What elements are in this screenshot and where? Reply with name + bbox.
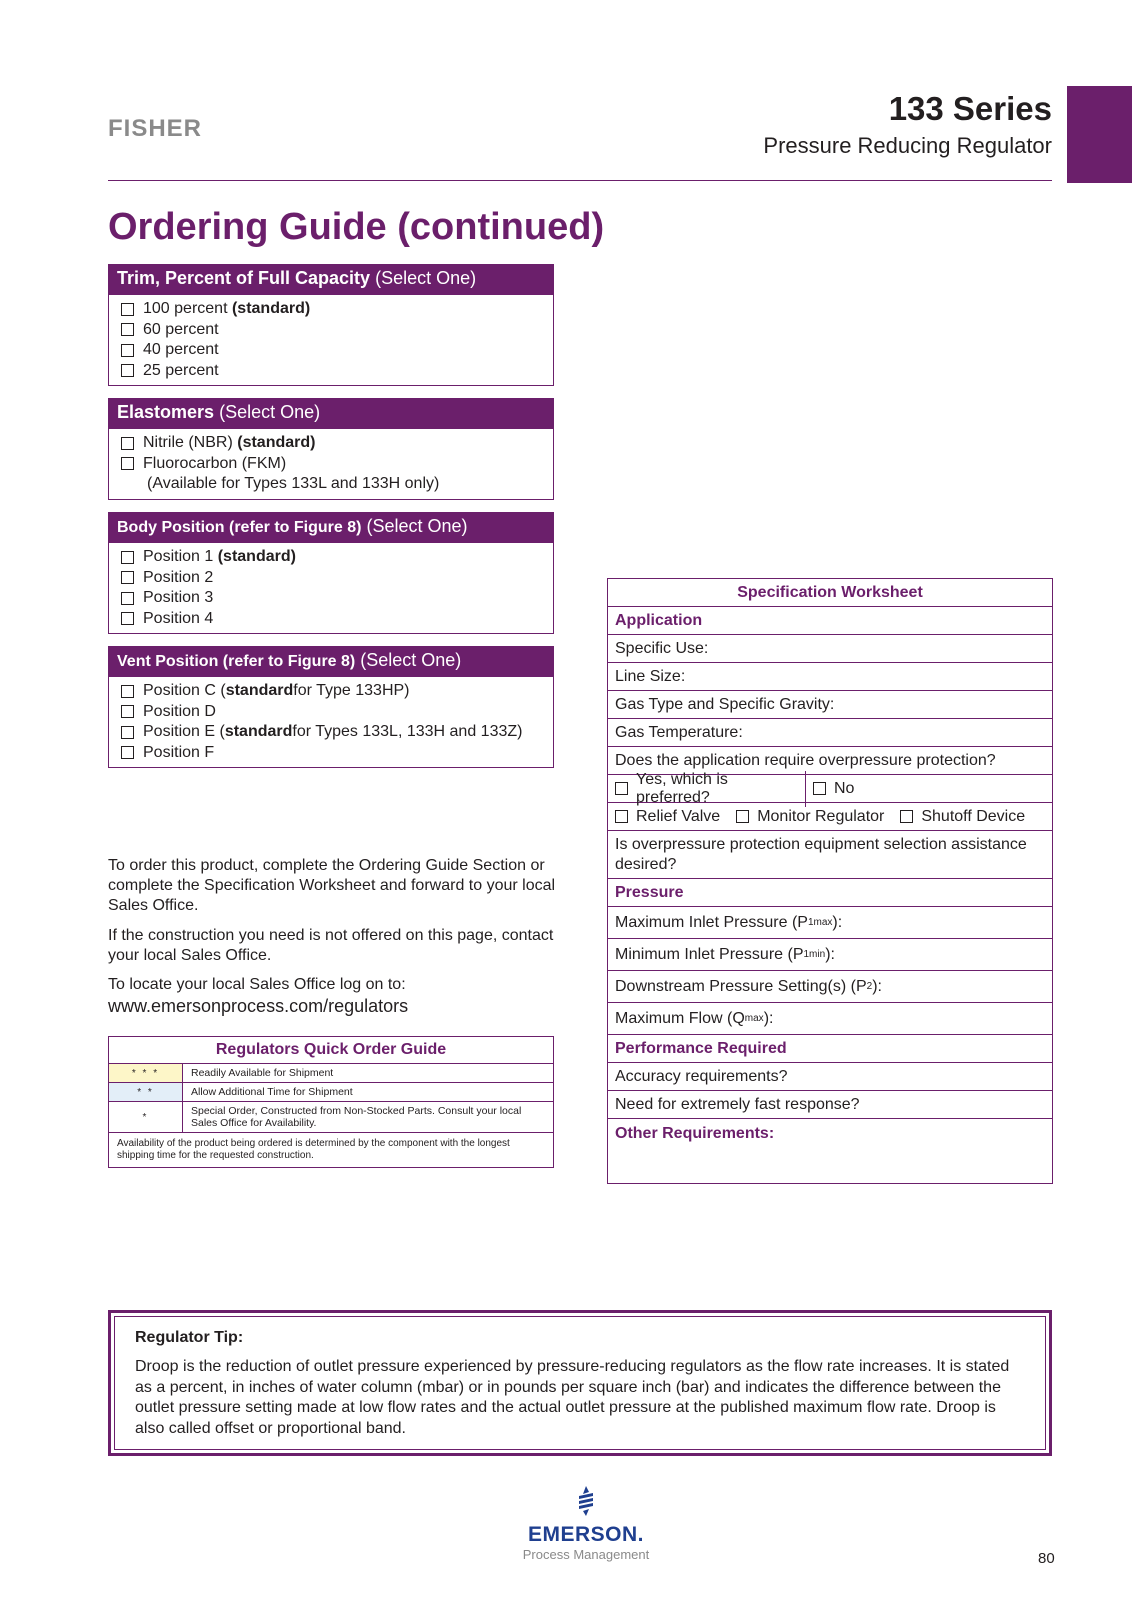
- trim-option-25[interactable]: [121, 361, 553, 382]
- option-label: Position 2: [143, 568, 214, 586]
- quick-order-guide-title: Regulators Quick Order Guide: [109, 1037, 553, 1064]
- checkbox[interactable]: [121, 551, 134, 564]
- trim-title: Trim, Percent of Full Capacity: [117, 268, 371, 288]
- field-label: Minimum Inlet Pressure (P: [615, 945, 804, 963]
- availability-text: Allow Additional Time for Shipment: [183, 1083, 554, 1102]
- availability-symbol: * *: [109, 1083, 183, 1102]
- specification-worksheet: [607, 578, 1053, 1184]
- instructions-paragraph-3: To locate your local Sales Office log on to:: [108, 976, 406, 993]
- max-inlet-pressure-field[interactable]: [608, 907, 1052, 939]
- vent-position-option-c[interactable]: [121, 681, 553, 702]
- checkbox[interactable]: [121, 303, 134, 316]
- quick-order-guide-footnote: Availability of the product being ordered is determined by the component with the longest shipping time for the requested construction.: [117, 1138, 510, 1161]
- emerson-mark-icon: [575, 1486, 597, 1516]
- vent-position-option-e[interactable]: [121, 722, 553, 743]
- subscript: max: [744, 1013, 764, 1024]
- trim-option-40[interactable]: [121, 340, 553, 361]
- availability-symbol: *: [109, 1102, 183, 1133]
- elastomers-title: Elastomers: [117, 402, 215, 422]
- label-close: ):: [832, 913, 843, 931]
- availability-symbol: * * *: [109, 1064, 183, 1083]
- vent-position-title: Vent Position (refer to Figure 8): [117, 653, 356, 670]
- option-label: Position C (: [143, 682, 226, 699]
- elastomer-note: [121, 474, 553, 495]
- quick-order-guide: [108, 1036, 554, 1168]
- min-inlet-pressure-field[interactable]: [608, 939, 1052, 971]
- monitor-regulator-label: Monitor Regulator: [757, 807, 885, 825]
- checkbox[interactable]: [813, 782, 826, 795]
- checkbox[interactable]: [121, 571, 134, 584]
- emerson-logo: [516, 1486, 656, 1562]
- section-application: Application: [608, 607, 1052, 635]
- quick-order-guide-table: [109, 1064, 553, 1133]
- regulator-tip-box: [108, 1310, 1052, 1456]
- section-pressure: Pressure: [608, 879, 1052, 907]
- protection-device-options: [608, 803, 1052, 831]
- shutoff-device-label: Shutoff Device: [921, 807, 1026, 825]
- option-label: Nitrile (NBR): [143, 434, 233, 451]
- body-position-select-note: (Select One): [366, 516, 468, 536]
- checkbox[interactable]: [121, 344, 134, 357]
- worksheet-title: Specification Worksheet: [608, 579, 1052, 607]
- trim-options-box: [108, 264, 554, 386]
- line-size-field[interactable]: Line Size:: [608, 663, 1052, 691]
- assistance-question[interactable]: Is overpressure protection equipment selection assistance desired?: [608, 831, 1052, 879]
- option-label: Position F: [143, 743, 215, 761]
- option-label: Fluorocarbon (FKM): [143, 454, 287, 472]
- label-close: ):: [825, 945, 835, 963]
- option-label: 60 percent: [143, 320, 219, 338]
- availability-text: Readily Available for Shipment: [183, 1064, 554, 1083]
- label-close: ):: [872, 977, 882, 995]
- overpressure-question: Does the application require overpressure protection?: [608, 747, 1052, 775]
- overpressure-yes-no: [608, 770, 1052, 806]
- page-heading: Ordering Guide (continued): [108, 206, 605, 248]
- max-flow-field[interactable]: [608, 1003, 1052, 1035]
- vent-position-header: [109, 647, 553, 677]
- series-title: 133 Series: [888, 90, 1052, 127]
- body-position-options-box: [108, 512, 554, 634]
- section-performance: Performance Required: [608, 1035, 1052, 1063]
- option-label-suffix: for Type 133HP): [293, 682, 410, 699]
- option-emphasis: (standard): [217, 548, 296, 565]
- gas-temperature-field[interactable]: Gas Temperature:: [608, 719, 1052, 747]
- body-position-title: Body Position (refer to Figure 8): [117, 519, 362, 536]
- checkbox[interactable]: [736, 810, 749, 823]
- elastomers-select-note: (Select One): [219, 402, 321, 422]
- no-label: No: [834, 779, 855, 797]
- vent-position-option-d[interactable]: [121, 702, 553, 723]
- option-emphasis: (standard): [237, 434, 316, 451]
- checkbox[interactable]: [121, 705, 134, 718]
- instructions-paragraph-1: To order this product, complete the Ordering Guide Section or complete the Specification Worksheet and forward to your local Sales Office.: [108, 857, 556, 914]
- option-emphasis: standard: [225, 682, 294, 699]
- availability-text: Special Order, Constructed from Non-Stocked Parts. Consult your local Sales Office for Availability.: [183, 1102, 554, 1133]
- body-position-option-2[interactable]: [121, 568, 553, 589]
- option-emphasis: (standard): [231, 300, 311, 317]
- accuracy-field[interactable]: Accuracy requirements?: [608, 1063, 1052, 1091]
- body-position-option-1[interactable]: [121, 547, 553, 568]
- fisher-logo: FISHER: [108, 115, 203, 142]
- option-label: 25 percent: [143, 361, 219, 379]
- subscript: 2: [866, 981, 873, 992]
- field-label: Maximum Inlet Pressure (P: [615, 913, 808, 931]
- fast-response-field[interactable]: Need for extremely fast response?: [608, 1091, 1052, 1119]
- other-requirements-field[interactable]: Other Requirements:: [615, 1125, 775, 1142]
- checkbox[interactable]: [615, 782, 628, 795]
- downstream-pressure-field[interactable]: [608, 971, 1052, 1003]
- section-tab: [1067, 86, 1132, 183]
- trim-header: [109, 265, 553, 295]
- field-label: Maximum Flow (Q: [615, 1009, 745, 1027]
- specific-use-field[interactable]: Specific Use:: [608, 635, 1052, 663]
- body-position-option-4[interactable]: [121, 609, 553, 630]
- regulator-tip-title: Regulator Tip:: [135, 1329, 244, 1346]
- elastomer-option-nbr[interactable]: [121, 433, 553, 454]
- option-label-suffix: for Types 133L, 133H and 133Z): [292, 723, 523, 740]
- option-label: Position 3: [143, 589, 214, 606]
- sales-office-link[interactable]: www.emersonprocess.com/regulators: [108, 996, 409, 1016]
- checkbox[interactable]: [121, 612, 134, 625]
- relief-valve-label: Relief Valve: [636, 807, 721, 825]
- checkbox[interactable]: [121, 685, 134, 698]
- option-label: Position 4: [143, 609, 214, 627]
- yes-label: Yes, which is preferred?: [636, 770, 728, 806]
- checkbox[interactable]: [121, 364, 134, 377]
- series-subtitle: Pressure Reducing Regulator: [763, 133, 1052, 158]
- vent-position-select-note: (Select One): [360, 650, 462, 670]
- checkbox[interactable]: [121, 746, 134, 759]
- body-position-option-3[interactable]: [121, 588, 553, 609]
- trim-option-60[interactable]: [121, 320, 553, 341]
- note-text: (Available for Types 133L and 133H only): [147, 475, 440, 492]
- checkbox[interactable]: [615, 810, 628, 823]
- vent-position-options-box: [108, 646, 554, 768]
- checkbox[interactable]: [900, 810, 913, 823]
- option-label: 100 percent: [143, 300, 228, 317]
- checkbox[interactable]: [121, 323, 134, 336]
- checkbox[interactable]: [121, 726, 134, 739]
- checkbox[interactable]: [121, 592, 134, 605]
- subscript: 1max: [807, 917, 833, 928]
- option-label: Position D: [143, 702, 216, 720]
- elastomer-option-fkm[interactable]: [121, 454, 553, 475]
- option-emphasis: standard: [224, 723, 293, 740]
- checkbox[interactable]: [121, 437, 134, 450]
- subscript: 1min: [803, 949, 826, 960]
- trim-option-100[interactable]: [121, 299, 553, 320]
- header-divider: [108, 180, 1052, 181]
- no-option[interactable]: [806, 780, 861, 798]
- table-row: [109, 1064, 553, 1083]
- regulator-tip-text: Droop is the reduction of outlet pressure experienced by pressure-reducing regulators as the flow rate increases. It is stated as a percent, in inches of water column (mbar) or in pounds per square inch (bar) and indicates the difference between the outlet pressure setting made at low flow rates and the actual outlet pressure at the published maximum flow rate. Droop is also called offset or proportional band.: [135, 1358, 1010, 1437]
- yes-option[interactable]: [608, 771, 806, 807]
- table-row: [109, 1083, 553, 1102]
- field-label: Downstream Pressure Setting(s) (P: [615, 977, 867, 995]
- option-label: 40 percent: [143, 341, 219, 358]
- elastomers-header: [109, 399, 553, 429]
- checkbox[interactable]: [121, 457, 134, 470]
- trim-select-note: (Select One): [375, 268, 477, 288]
- vent-position-option-f[interactable]: [121, 743, 553, 764]
- elastomers-options-box: [108, 398, 554, 500]
- emerson-wordmark: EMERSON.: [527, 1523, 644, 1546]
- label-close: ):: [763, 1009, 774, 1027]
- table-row: [109, 1102, 553, 1133]
- page-number: 80: [1038, 1550, 1055, 1567]
- instructions-paragraph-2: If the construction you need is not offered on this page, contact your local Sales Office.: [108, 927, 554, 964]
- option-label: Position 1: [143, 548, 214, 565]
- body-position-header: [109, 513, 553, 543]
- option-label: Position E (: [143, 723, 225, 740]
- emerson-subtitle: Process Management: [522, 1547, 650, 1562]
- gas-type-field[interactable]: Gas Type and Specific Gravity:: [608, 691, 1052, 719]
